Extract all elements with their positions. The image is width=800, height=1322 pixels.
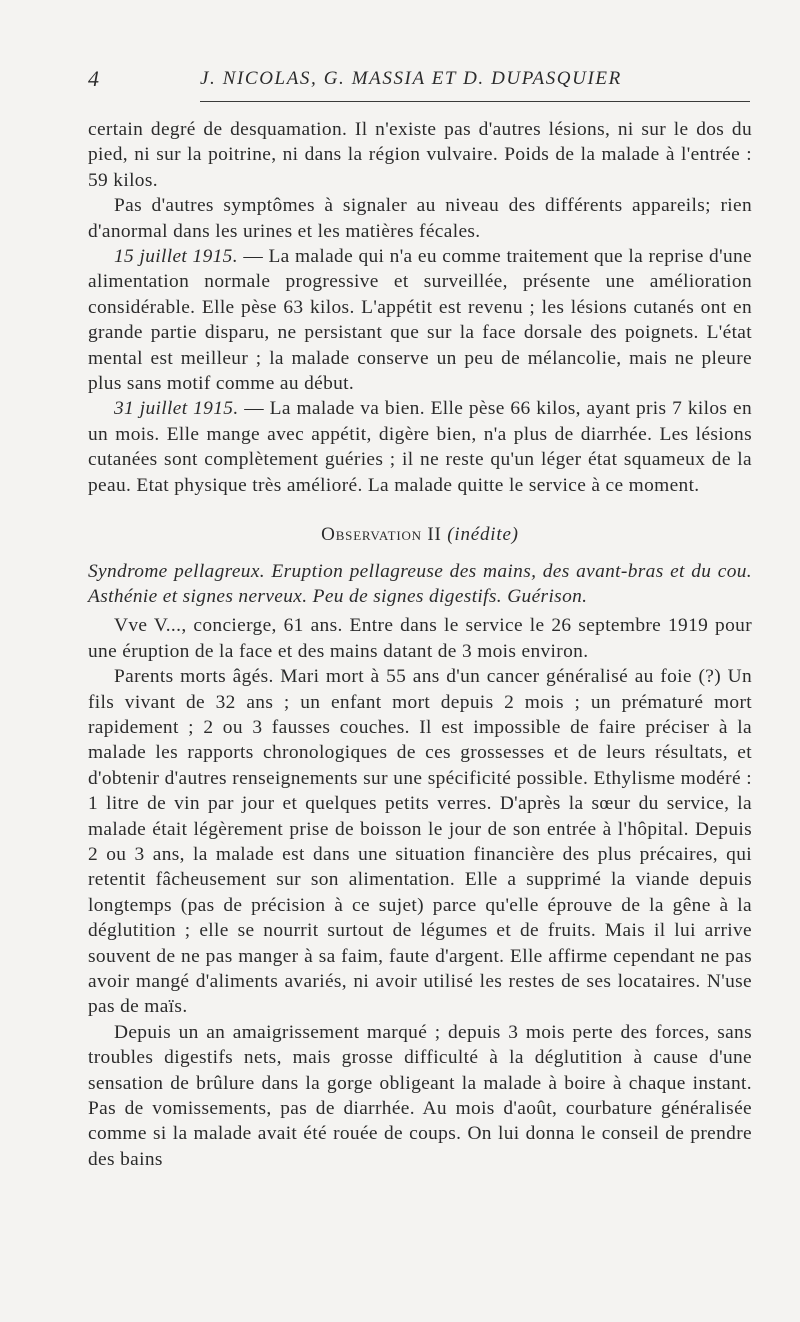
observation-title: Observation II [321,524,442,546]
observation-summary: Syndrome pellagreux. Eruption pellagreuse des mains, des avant-bras et du cou. Asthénie et signes nerveux. Peu de signes digestifs. Guérison. [88,560,752,607]
paragraph: Pas d'autres symptômes à signaler au niveau des différents appareils; rien d'anormal dans les urines et les matières fécales. [88,195,752,242]
page-header [88,66,752,96]
entry-text: — La malade va bien. Elle pèse 66 kilos, ayant pris 7 kilos en un mois. Elle mange avec appétit, digère bien, n'a plus de diarrhée. Les lésions cutanées sont complètement guéries ; il ne reste qu'un léger état squameux de la peau. Etat physique très amélioré. La malade quitte le service à ce moment. [88,398,752,496]
entry-date: 31 juillet 1915. [114,398,239,420]
header-rule [200,101,750,102]
page-body [88,117,752,1172]
running-head: J. NICOLAS, G. MASSIA ET D. DUPASQUIER [200,68,622,89]
paragraph: Vve V..., concierge, 61 ans. Entre dans le service le 26 septembre 1919 pour une éruption de la face et des mains datant de 3 mois environ. [88,615,752,662]
entry-date: 15 juillet 1915. [114,246,238,268]
paragraph [88,244,752,396]
observation-note: (inédite) [447,524,519,546]
entry-text: — La malade qui n'a eu comme traitement que la reprise d'une alimentation normale progressive et surveillée, présente une amélioration considérable. Elle pèse 63 kilos. L'appétit est revenu ; les lésions cutanés ont en grande partie disparu, ne persistant que sur la face dorsale des poignets. L'état mental est meilleur ; la malade conserve un peu de mélancolie, mais ne pleure plus sans motif comme au début. [88,246,752,395]
paragraph: certain degré de desquamation. Il n'existe pas d'autres lésions, ni sur le dos du pied, ni sur la poitrine, ni dans la région vulvaire. Poids de la malade à l'entrée : 59 kilos. [88,119,752,191]
paragraph [88,396,752,498]
observation-heading [88,522,752,547]
page-number: 4 [88,66,99,91]
paragraph: Parents morts âgés. Mari mort à 55 ans d'un cancer généralisé au foie (?) Un fils vivant de 32 ans ; un enfant mort depuis 2 mois ; un prématuré mort rapidement ; 2 ou 3 fausses couches. Il est impossible de faire préciser à la malade les rapports chronologiques de ces grossesses et de leurs résultats, et d'obtenir d'autres renseignements sur une spécificité possible. Ethylisme modéré : 1 litre de vin par jour et quelques petits verres. D'après la sœur du service, la malade était légèrement prise de boisson le jour de son entrée à l'hôpital. Depuis 2 ou 3 ans, la malade est dans une situation financière des plus précaires, qui retentit fâcheusement sur son alimentation. Elle a supprimé la viande depuis longtemps (pas de précision à ce sujet) parce qu'elle éprouve de la gêne à la déglutition ; elle se nourrit surtout de légumes et de fruits. Mais il lui arrive souvent de ne pas manger à sa faim, faute d'argent. Elle affirme cependant ne pas avoir mangé d'aliments avariés, ni avoir utilisé les restes de ses locataires. N'use pas de maïs. [88,666,752,1018]
paragraph: Depuis un an amaigrissement marqué ; depuis 3 mois perte des forces, sans troubles digestifs nets, mais grosse difficulté à la déglutition à cause d'une sensation de brûlure dans la gorge obligeant la malade à boire à chaque instant. Pas de vomissements, pas de diarrhée. Au mois d'août, courbature généralisée comme si la malade avait été rouée de coups. On lui donna le conseil de prendre des bains [88,1021,752,1170]
